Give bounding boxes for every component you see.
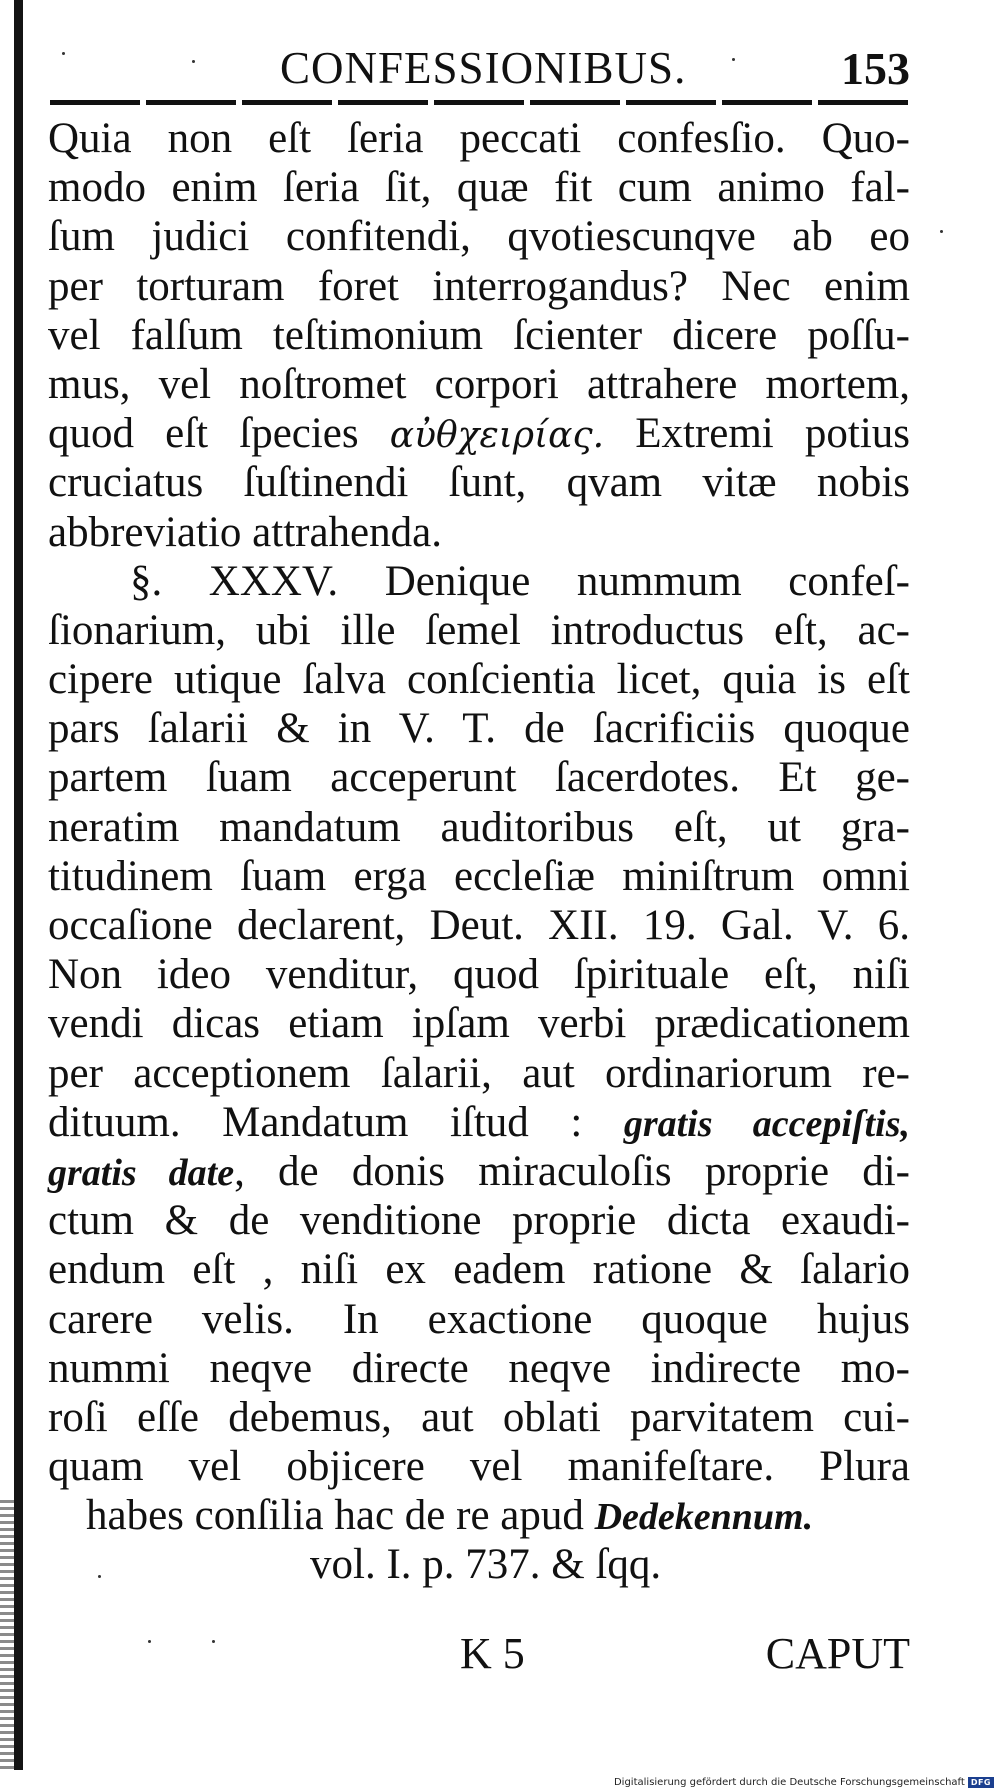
text-segment: quod eſt ſpecies: [48, 410, 359, 458]
text-line: Non ideo venditur, quod ſpirituale eſt, niſi: [48, 951, 910, 999]
running-head-title: CONFESSIONIBUS.: [280, 43, 687, 93]
text-line: Quia non eſt ſeria peccati confesſio. Quo-: [48, 115, 910, 162]
catchword: CAPUT: [765, 1629, 910, 1678]
text-line: carere velis. In exactione quoque hujus: [48, 1295, 910, 1343]
book-spine-shadow: [14, 0, 23, 1770]
header-rule: [50, 100, 910, 105]
scan-speck: [212, 1640, 215, 1643]
italic-quote: gratis accepiſtis,: [623, 1102, 910, 1145]
page-footer: [48, 1628, 910, 1688]
text-line: cruciatus ſuſtinendi ſunt, qvam vitæ nobis: [48, 459, 910, 507]
signature-mark: K 5: [460, 1629, 525, 1678]
scan-speck: [62, 52, 65, 55]
scan-speck: [940, 230, 943, 233]
scan-speck: [98, 1575, 101, 1578]
text-line: [48, 409, 910, 458]
text-line: abbreviatio attrahenda.: [48, 508, 442, 556]
text-line: vendi dicas etiam ipſam verbi prædicationem: [48, 1000, 910, 1048]
greek-word: αὐθχειρίας.: [389, 415, 605, 457]
text-line: per torturam foret interrogandus? Nec enim: [48, 262, 910, 310]
page-edge-texture: [0, 1500, 14, 1770]
page-number: 153: [841, 43, 910, 94]
scan-speck: [148, 1640, 151, 1643]
text-line: partem ſuam acceperunt ſacerdotes. Et ge-: [48, 754, 910, 802]
text-line: neratim mandatum auditoribus eſt, ut gra-: [48, 803, 910, 851]
text-line: ſum judici confitendi, qvotiescunqve ab eo: [48, 213, 910, 261]
dfg-logo: DFG: [968, 1777, 994, 1788]
text-segment: dituum. Mandatum iſtud :: [48, 1098, 583, 1146]
digitization-credit: [614, 1777, 994, 1788]
text-line: nummi neqve directe neqve indirecte mo-: [48, 1344, 910, 1392]
text-segment: Extremi potius: [635, 410, 911, 458]
italic-quote: gratis date: [48, 1151, 235, 1194]
text-line: per acceptionem ſalarii, aut ordinariorum re-: [48, 1049, 910, 1097]
text-line: ſionarium, ubi ille ſemel introductus eſt, ac-: [48, 606, 910, 654]
scan-speck: [192, 60, 195, 63]
running-head: [50, 30, 910, 110]
text-line: roſi eſſe debemus, aut oblati parvitatem cui-: [48, 1393, 910, 1441]
text-line: [48, 1098, 910, 1147]
text-segment: , de donis miraculoſis proprie di-: [234, 1147, 910, 1195]
text-line: pars ſalarii & in V. T. de ſacrificiis quoque: [48, 705, 910, 753]
text-line: [48, 1491, 910, 1540]
text-line: vel falſum teſtimonium ſcienter dicere poſſu-: [48, 311, 910, 359]
text-segment: habes conſilia hac de re apud: [86, 1492, 584, 1540]
citation-line: vol. I. p. 737. & ſqq.: [310, 1541, 662, 1589]
text-line: cipere utique ſalva conſcientia licet, quia is eſt: [48, 656, 910, 704]
text-line: titudinem ſuam erga eccleſiæ miniſtrum omni: [48, 852, 910, 900]
italic-author-name: Dedekennum.: [594, 1496, 814, 1539]
section-heading-line: §. XXXV. Denique nummum confeſ-: [130, 557, 910, 605]
text-line: occaſione declarent, Deut. XII. 19. Gal. V. 6.: [48, 902, 910, 949]
text-line: quam vel objicere vel manifeſtare. Plura: [48, 1443, 910, 1491]
text-line: modo enim ſeria ſit, quæ fit cum animo fal-: [48, 164, 910, 212]
text-line: mus, vel noſtromet corpori attrahere mortem,: [48, 360, 910, 408]
credit-text: Digitalisierung gefördert durch die Deutsche Forschungsgemeinschaft: [613, 1777, 965, 1788]
text-line: [48, 1147, 910, 1196]
text-line: ctum & de venditione proprie dicta exaudi-: [48, 1197, 910, 1245]
body-text: [48, 114, 910, 1590]
text-line: endum eſt , niſi ex eadem ratione & ſalario: [48, 1246, 910, 1294]
scan-speck: [732, 58, 735, 61]
